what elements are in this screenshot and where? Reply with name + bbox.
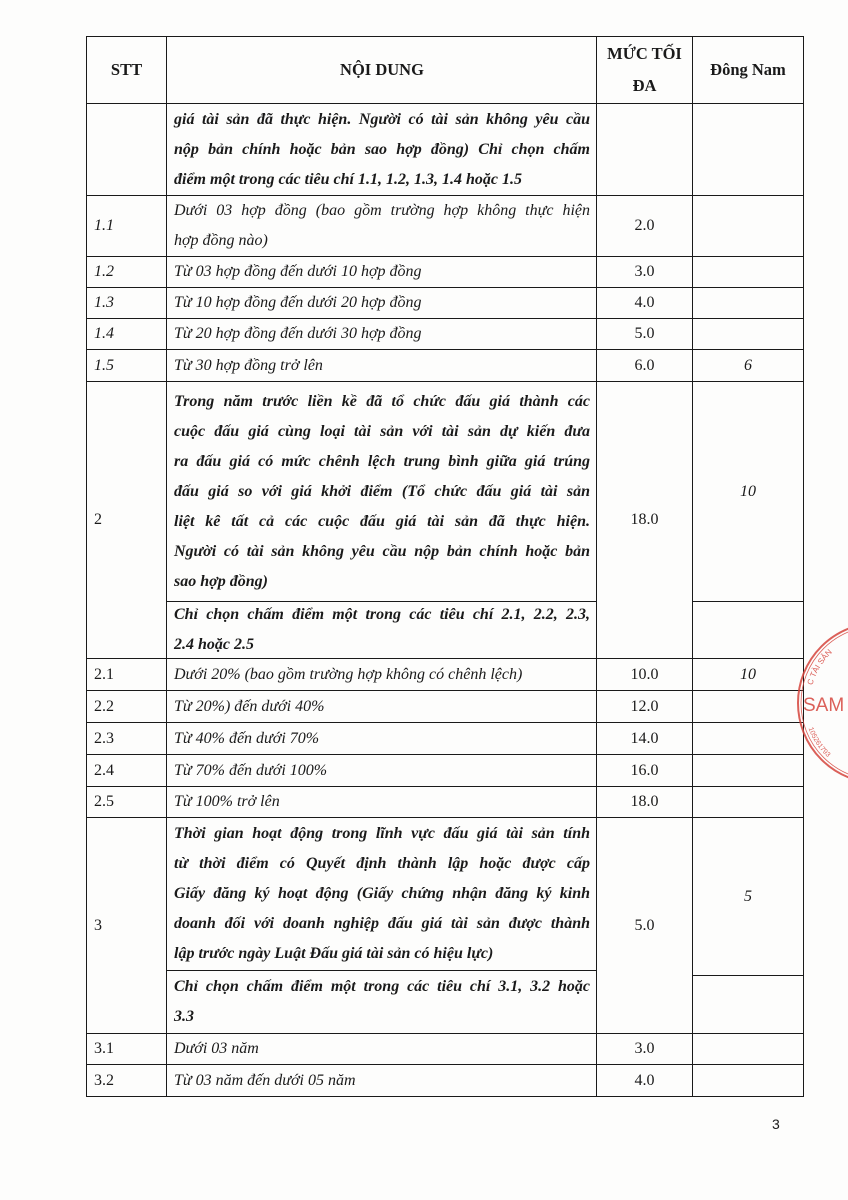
content-cell <box>167 288 597 319</box>
text-line: Từ 30 hợp đồng trở lên <box>174 356 323 374</box>
stt-cell <box>87 1065 167 1097</box>
row-content <box>174 787 590 817</box>
dong-nam-cell <box>693 787 804 818</box>
text-line: Chỉ chọn chấm điểm một trong các tiêu chí 3.1, 3.2 hoặc <box>174 978 590 995</box>
red-stamp <box>792 618 848 780</box>
text-line: cuộc đấu giá cùng loại tài sản với tài sản dự kiến đưa <box>174 422 590 440</box>
content-cell <box>167 319 597 350</box>
header-max <box>597 37 693 104</box>
row-content <box>174 819 590 969</box>
row-max: 16.0 <box>630 761 659 779</box>
text-line: Từ 03 năm đến dưới 05 năm <box>174 1071 356 1089</box>
row-content <box>174 257 590 287</box>
row-stt: 2.5 <box>94 793 114 810</box>
content-cell <box>167 723 597 755</box>
dong-nam-cell <box>693 350 804 382</box>
stt-cell <box>87 319 167 350</box>
content-cell <box>167 818 597 971</box>
dong-nam-cell <box>693 257 804 288</box>
content-cell <box>167 350 597 382</box>
row-content <box>174 692 590 722</box>
row-max: 5.0 <box>634 916 655 934</box>
dong-nam-cell <box>693 382 804 602</box>
text-line: Từ 20%) đến dưới 40% <box>174 697 325 715</box>
row-stt: 2.2 <box>94 697 114 715</box>
stt-cell <box>87 659 167 691</box>
text-line: sao hợp đồng) <box>174 572 268 590</box>
row-max: 6.0 <box>634 356 655 374</box>
row-max: 3.0 <box>634 263 655 280</box>
row-stt: 1.4 <box>94 325 114 342</box>
row-content <box>174 660 590 690</box>
dong-nam-cell <box>693 723 804 755</box>
stt-cell <box>87 350 167 382</box>
header-dong-nam-label: Đông Nam <box>710 60 786 79</box>
stt-cell <box>87 787 167 818</box>
row-stt: 1.3 <box>94 294 114 311</box>
stt-cell <box>87 196 167 257</box>
text-line: Từ 100% trở lên <box>174 793 280 810</box>
stt-cell <box>87 723 167 755</box>
dong-nam-cell <box>693 976 804 1034</box>
text-line: Dưới 03 hợp đồng (bao gồm trường hợp không thực hiện <box>174 202 590 219</box>
row-content <box>174 387 590 597</box>
dong-nam-cell <box>693 288 804 319</box>
header-stt <box>87 37 167 104</box>
max-cell <box>597 196 693 257</box>
dong-nam-cell <box>693 755 804 787</box>
text-line: liệt kê tất cả các cuộc đấu giá tài sản đã thực hiện. <box>174 512 590 530</box>
row-content <box>174 724 590 754</box>
text-line: lập trước ngày Luật Đấu giá tài sản có hiệu lực) <box>174 945 494 962</box>
note-cell <box>167 971 597 1034</box>
row-max: 14.0 <box>630 729 659 747</box>
stt-cell <box>87 288 167 319</box>
row-max: 12.0 <box>630 697 659 715</box>
content-cell <box>167 382 597 602</box>
max-cell <box>597 319 693 350</box>
row-content <box>174 351 590 381</box>
row-dong-nam-score: 5 <box>744 887 752 905</box>
dong-nam-cell <box>693 659 804 691</box>
text-line: ra đấu giá có mức chênh lệch trung bình giữa giá trúng <box>174 452 590 470</box>
dong-nam-cell <box>693 196 804 257</box>
max-cell <box>597 382 693 659</box>
row-stt: 2.4 <box>94 761 114 779</box>
stt-cell <box>87 818 167 1034</box>
dong-nam-cell <box>693 602 804 659</box>
max-cell <box>597 691 693 723</box>
max-cell <box>597 787 693 818</box>
content-cell <box>167 659 597 691</box>
text-line: doanh đối với doanh nghiệp đấu giá tài sản được thành <box>174 915 590 932</box>
row-max: 10.0 <box>630 665 659 683</box>
text-line: đấu giá so với giá khởi điểm (Tổ chức đấu giá tài sản <box>174 482 590 500</box>
max-cell <box>597 1034 693 1065</box>
stt-cell <box>87 104 167 196</box>
dong-nam-cell <box>693 1065 804 1097</box>
text-line: Trong năm trước liền kề đã tổ chức đấu giá thành các <box>174 392 590 410</box>
row-stt: 2 <box>94 511 102 528</box>
row-max: 18.0 <box>630 511 659 528</box>
content-cell <box>167 257 597 288</box>
max-cell <box>597 659 693 691</box>
note-cell <box>167 602 597 659</box>
stt-cell <box>87 257 167 288</box>
row-max: 3.0 <box>634 1040 655 1057</box>
max-cell <box>597 818 693 1034</box>
text-line: Người có tài sản không yêu cầu nộp bản chính hoặc bản <box>174 542 590 560</box>
text-line: Từ 20 hợp đồng đến dưới 30 hợp đồng <box>174 325 422 342</box>
stamp-bottom-text <box>807 726 832 758</box>
stt-cell <box>87 691 167 723</box>
row-stt: 2.1 <box>94 665 114 683</box>
dong-nam-cell <box>693 818 804 976</box>
row-max: 4.0 <box>634 1071 655 1089</box>
content-cell <box>167 787 597 818</box>
stamp-top-text-path: C TÀI SẢN <box>805 647 834 687</box>
text-line: từ thời điểm có Quyết định thành lập hoặc được cấp <box>174 855 590 872</box>
criteria-table <box>86 36 804 1097</box>
text-line: điểm một trong các tiêu chí 1.1, 1.2, 1.3, 1.4 hoặc 1.5 <box>174 170 522 188</box>
row-stt: 1.2 <box>94 263 114 280</box>
row-dong-nam-score: 10 <box>740 665 756 683</box>
row-content <box>174 1066 590 1096</box>
row-stt: 1.5 <box>94 356 114 374</box>
row-content <box>174 319 590 349</box>
row-content <box>174 1034 590 1064</box>
row-content <box>174 196 590 256</box>
text-line: Dưới 20% (bao gồm trường hợp không có chênh lệch) <box>174 665 523 683</box>
row-note <box>174 972 590 1032</box>
content-cell <box>167 691 597 723</box>
text-line: hợp đồng nào) <box>174 232 268 249</box>
stamp-bottom-text-path: 105261793 <box>806 726 832 759</box>
row-stt: 3.1 <box>94 1040 114 1057</box>
max-cell <box>597 104 693 196</box>
header-max-label: MỨC TỐI ĐA <box>607 44 682 95</box>
max-cell <box>597 1065 693 1097</box>
header-content <box>167 37 597 104</box>
page-number: 3 <box>772 1116 780 1132</box>
row-stt: 1.1 <box>94 217 114 234</box>
row-dong-nam-score: 6 <box>744 356 752 374</box>
content-cell <box>167 196 597 257</box>
header-dong-nam <box>693 37 804 104</box>
text-line: 3.3 <box>174 1008 194 1025</box>
content-cell <box>167 104 597 196</box>
max-cell <box>597 723 693 755</box>
dong-nam-cell <box>693 691 804 723</box>
row-content <box>174 105 590 195</box>
text-line: Chỉ chọn chấm điểm một trong các tiêu chí 2.1, 2.2, 2.3, <box>174 606 590 623</box>
row-dong-nam-score: 10 <box>740 482 756 500</box>
dong-nam-cell <box>693 319 804 350</box>
text-line: 2.4 hoặc 2.5 <box>174 636 254 653</box>
row-content <box>174 756 590 786</box>
max-cell <box>597 288 693 319</box>
text-line: giá tài sản đã thực hiện. Người có tài sản không yêu cầu <box>174 110 590 128</box>
row-stt: 3.2 <box>94 1071 114 1089</box>
text-line: Từ 40% đến dưới 70% <box>174 729 320 747</box>
header-stt-label: STT <box>110 60 143 79</box>
row-max: 18.0 <box>630 793 659 810</box>
stt-cell <box>87 1034 167 1065</box>
row-max: 4.0 <box>634 294 655 311</box>
content-cell <box>167 755 597 787</box>
row-content <box>174 288 590 318</box>
max-cell <box>597 257 693 288</box>
dong-nam-cell <box>693 1034 804 1065</box>
text-line: Từ 10 hợp đồng đến dưới 20 hợp đồng <box>174 294 422 311</box>
row-note <box>174 600 590 660</box>
text-line: Thời gian hoạt động trong lĩnh vực đấu giá tài sản tính <box>174 825 590 842</box>
text-line: Dưới 03 năm <box>174 1040 259 1057</box>
content-cell <box>167 1034 597 1065</box>
header-content-label: NỘI DUNG <box>340 60 424 79</box>
text-line: Từ 03 hợp đồng đến dưới 10 hợp đồng <box>174 263 422 280</box>
text-line: Giấy đăng ký hoạt động (Giấy chứng nhận đăng ký kinh <box>174 885 590 902</box>
stamp-middle-text: SAM <box>803 695 845 716</box>
stt-cell <box>87 755 167 787</box>
text-line: nộp bản chính hoặc bản sao hợp đồng) Chỉ chọn chấm <box>174 140 590 158</box>
max-cell <box>597 755 693 787</box>
row-max: 5.0 <box>634 325 655 342</box>
stt-cell <box>87 382 167 659</box>
content-cell <box>167 1065 597 1097</box>
max-cell <box>597 350 693 382</box>
text-line: Từ 70% đến dưới 100% <box>174 761 328 779</box>
dong-nam-cell <box>693 104 804 196</box>
row-stt: 2.3 <box>94 729 114 747</box>
row-max: 2.0 <box>634 217 655 234</box>
row-stt: 3 <box>94 916 102 934</box>
